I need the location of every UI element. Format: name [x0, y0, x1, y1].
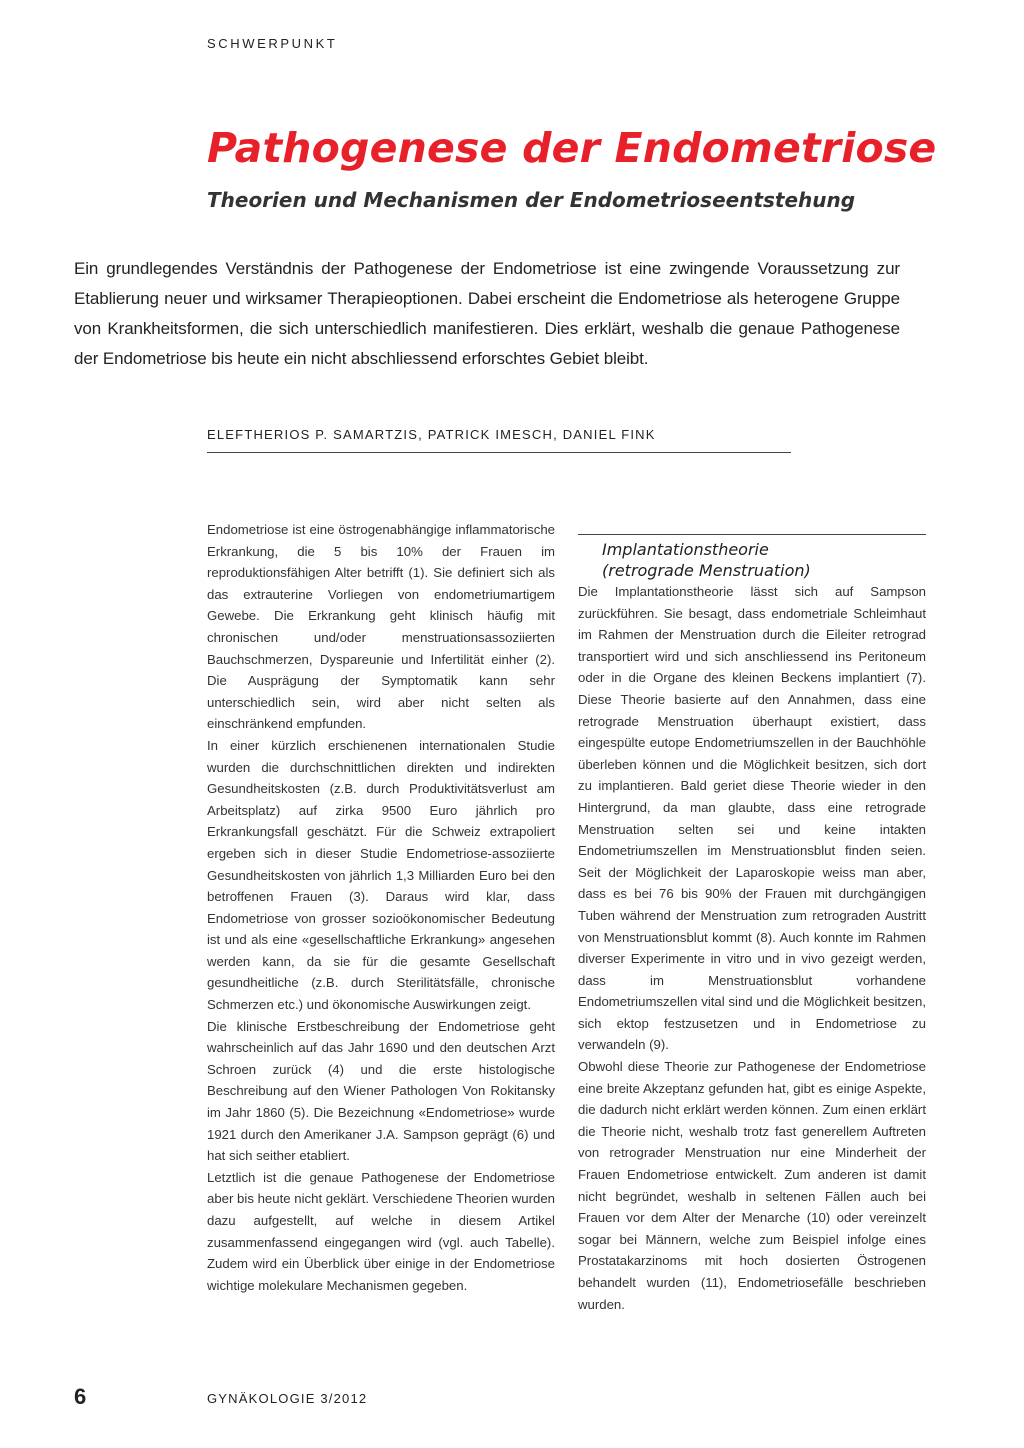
section-heading — [578, 539, 926, 581]
body-paragraph: Die klinische Erstbeschreibung der Endometriose geht wahrscheinlich auf das Jahr 1690 und den deutschen Arzt Schroen zurück (4) und die erste histologische Beschreibung auf den Wiener Pathologen Von Rokitansky im Jahr 1860 (5). Die Bezeichnung «Endometriose» wurde 1921 durch den Amerikaner J.A. Sampson geprägt (6) und hat sich seither etabliert. — [207, 1018, 555, 1164]
body-paragraph: In einer kürzlich erschienenen internationalen Studie wurden die durchschnittlichen direkten und indirekten Gesundheitskosten (z.B. durch Produktivitätsverlust am Arbeitsplatz) auf zirka 9500 Euro jährlich pro Erkrankungsfall geschätzt. Für die Schweiz extrapoliert ergeben sich in dieser Studie Endometriose-assoziierte Gesundheitskosten von jährlich 1,3 Milliarden Euro bei den betroffenen Frauen (3). Daraus wird klar, dass Endometriose von grosser sozioökonomischer Bedeutung ist und als eine «gesellschaftliche Erkrankung» angesehen werden kann, da sie für die gesamte Gesellschaft gesundheitliche (z.B. durch Sterilitätsfälle, chronische Schmerzen etc.) und ökonomische Auswirkungen zeigt. — [207, 737, 555, 1013]
journal-name: GYNÄKOLOGIE 3/2012 — [207, 1391, 368, 1406]
article-authors: ELEFTHERIOS P. SAMARTZIS, PATRICK IMESCH, DANIEL FINK — [207, 427, 791, 453]
page-number: 6 — [74, 1384, 87, 1409]
body-paragraph: Obwohl diese Theorie zur Pathogenese der Endometriose eine breite Akzeptanz gefunden hat, gibt es einige Aspekte, die dadurch nicht erklärt werden können. Zum einen erklärt die Theorie nicht, weshalb trotz fast generellem Auftreten von retrograder Menstruation nur eine Minderheit der Frauen Endometriose entwickelt. Zum anderen ist damit nicht begründet, weshalb in seltenen Fällen auch bei Frauen vor dem Alter der Menarche (10) oder vereinzelt sogar bei Männern, welche zum Beispiel infolge eines Prostatakarzinoms mit hoch dosierten Östrogenen behandelt wurden (11), Endometriosefälle beschrieben wurden. — [578, 1059, 926, 1312]
left-column — [207, 519, 555, 1296]
section-heading-line2: (retrograde Menstruation) — [602, 561, 811, 580]
body-paragraph: Letztlich ist die genaue Pathogenese der Endometriose aber bis heute nicht geklärt. Verschiedene Theorien wurden dazu aufgestellt, auf welche in diesem Artikel zusammenfassend eingegangen wird (vgl. auch Tabelle). Zudem wird ein Überblick über einige in der Endometriose wichtige molekulare Mechanismen gegeben. — [207, 1169, 555, 1293]
section-divider — [578, 534, 926, 535]
body-paragraph: Endometriose ist eine östrogenabhängige inflammatorische Erkrankung, die 5 bis 10% der Frauen im reproduktionsfähigen Alter betrifft (1). Sie definiert sich als das extrauterine Vorliegen von endometriumartigem Gewebe. Die Erkrankung geht klinisch häufig mit chronischen und/oder menstruationsassoziierten Bauchschmerzen, Dyspareunie und Infertilität einher (2). Die Ausprägung der Symptomatik kann sehr unterschiedlich sein, wird aber nicht selten als einschränkend empfunden. — [207, 522, 555, 732]
article-title: Pathogenese der Endometriose — [207, 124, 937, 172]
body-paragraph: Die Implantationstheorie lässt sich auf Sampson zurückführen. Sie besagt, dass endometriale Schleimhaut im Rahmen der Menstruation durch die Eileiter retrograd transportiert wird und sich anschliessend ins Peritoneum oder in die Organe des kleinen Beckens implantiert (7). Diese Theorie basierte auf den Annahmen, dass eine retrograde Menstruation überhaupt existiert, dass eingespülte eutope Endometriumszellen in der Bauchhöhle überleben können und die Möglichkeit besitzen, sich dort zu implantieren. Bald geriet diese Theorie wieder in den Hintergrund, da man glaubte, dass eine retrograde Menstruation selten sei und keine intakten Endometriumszellen im Menstruationsblut finden seien. Seit der Möglichkeit der Laparoskopie weiss man aber, dass es bei 76 bis 90% der Frauen mit durchgängigen Tuben während der Menstruation zum retrograden Austritt von Menstruationsblut kommt (8). Auch konnte im Rahmen diverser Experimente in vitro und in vivo gezeigt werden, dass im Menstruationsblut vorhandene Endometriumszellen vital sind und die Möglichkeit besitzen, sich ektop festzusetzen und in Endometriose zu verwandeln (9). — [578, 584, 926, 1053]
right-column — [578, 534, 926, 1315]
article-lead: Ein grundlegendes Verständnis der Pathogenese der Endometriose ist eine zwingende Voraussetzung zur Etablierung neuer und wirksamer Therapieoptionen. Dabei erscheint die Endometriose als heterogene Gruppe von Krankheitsformen, die sich unterschiedlich manifestieren. Dies erklärt, weshalb die genaue Pathogenese der Endometriose bis heute ein nicht abschliessend erforschtes Gebiet bleibt. — [74, 259, 900, 368]
section-heading-line1: Implantationstheorie — [602, 540, 769, 559]
article-subtitle: Theorien und Mechanismen der Endometrioseentstehung — [207, 188, 856, 212]
section-label: SCHWERPUNKT — [207, 36, 338, 51]
